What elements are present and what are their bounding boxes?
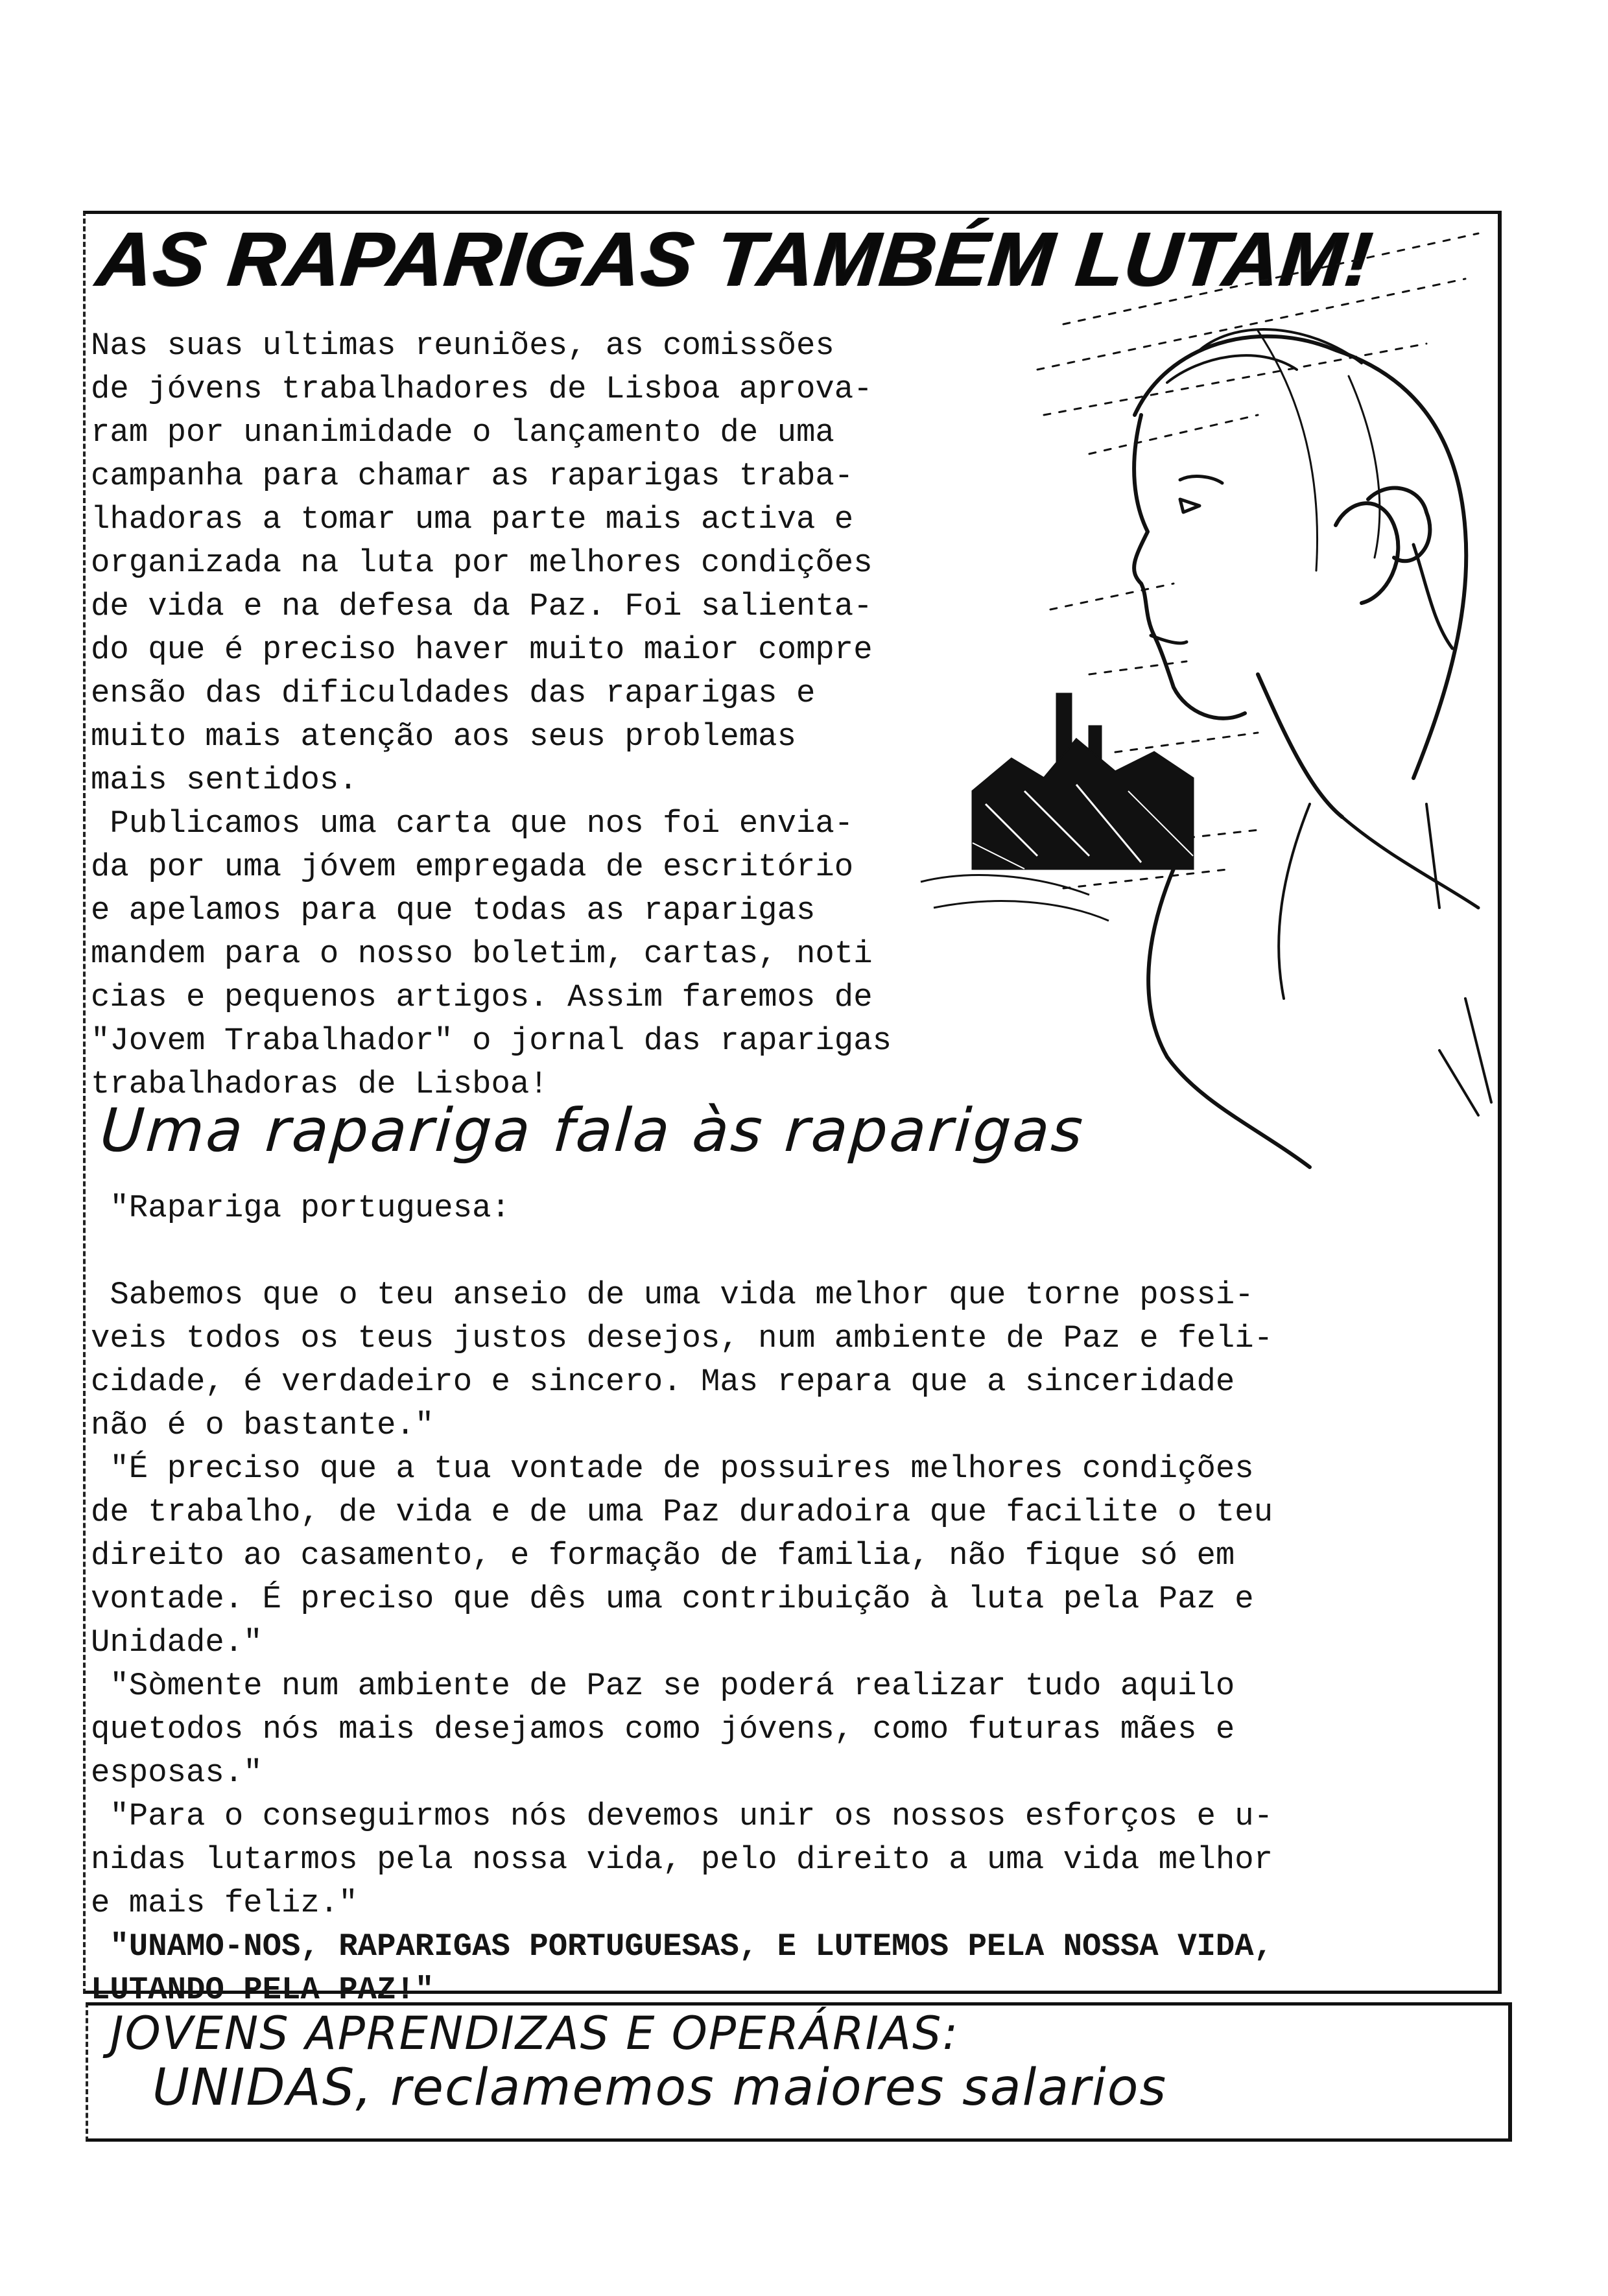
text-line: "UNAMO-NOS, RAPARIGAS PORTUGUESAS, E LUTEMOS PELA NOSSA VIDA, <box>91 1928 1273 1965</box>
text-line: organizada na luta por melhores condições <box>91 545 873 581</box>
text-line: ensão das dificuldades das raparigas e <box>91 675 816 711</box>
text-line: mais sentidos. <box>91 762 358 798</box>
text-line: esposas." <box>91 1755 263 1791</box>
text-line: "Para o conseguirmos nós devemos unir os nossos esforços e u- <box>91 1798 1273 1834</box>
text-line: vontade. É preciso que dês uma contribuição à luta pela Paz e <box>91 1581 1254 1617</box>
text-line: de jóvens trabalhadores de Lisboa aprova- <box>91 371 873 407</box>
text-line: veis todos os teus justos desejos, num ambiente de Paz e feli- <box>91 1320 1273 1356</box>
text-line: "Jovem Trabalhador" o jornal das raparigas <box>91 1023 892 1059</box>
text-line <box>91 1230 1273 1273</box>
text-line: direito ao casamento, e formação de familia, não fique só em <box>91 1537 1235 1574</box>
text-line: cias e pequenos artigos. Assim faremos de <box>91 979 873 1015</box>
headline: AS RAPARIGAS TAMBÉM LUTAM! <box>93 217 1377 302</box>
subheadline: Uma rapariga fala às raparigas <box>98 1096 1087 1165</box>
slogan-line-1: JOVENS APRENDIZAS E OPERÁRIAS: <box>110 2007 960 2060</box>
text-line: "É preciso que a tua vontade de possuires melhores condições <box>91 1450 1254 1487</box>
text-line: do que é preciso haver muito maior compre <box>91 632 873 668</box>
text-line: e apelamos para que todas as raparigas <box>91 892 816 929</box>
text-line: campanha para chamar as raparigas traba- <box>91 458 854 494</box>
text-line: nidas lutarmos pela nossa vida, pelo direito a uma vida melhor <box>91 1841 1273 1878</box>
text-line: não é o bastante." <box>91 1407 434 1443</box>
text-line: "Rapariga portuguesa: <box>91 1190 510 1226</box>
girl-profile-illustration <box>895 220 1498 1206</box>
factory-silhouette <box>973 694 1193 869</box>
text-line: de trabalho, de vida e de uma Paz duradoira que facilite o teu <box>91 1494 1273 1530</box>
slogan-line-2: UNIDAS, reclamemos maiores salarios <box>152 2059 1168 2117</box>
text-line: lhadoras a tomar uma parte mais activa e <box>91 501 854 538</box>
text-line: Publicamos uma carta que nos foi envia- <box>91 805 854 842</box>
text-line: Unidade." <box>91 1624 263 1661</box>
text-line: Sabemos que o teu anseio de uma vida melhor que torne possi- <box>91 1277 1254 1313</box>
text-line: ram por unanimidade o lançamento de uma <box>91 414 834 451</box>
text-line: mandem para o nosso boletim, cartas, noti <box>91 936 873 972</box>
text-line: LUTANDO PELA PAZ!" <box>91 1972 434 2008</box>
text-line: muito mais atenção aos seus problemas <box>91 718 796 755</box>
text-line: quetodos nós mais desejamos como jóvens, como futuras mães e <box>91 1711 1235 1747</box>
text-line: Nas suas ultimas reuniões, as comissões <box>91 327 834 364</box>
letter-paragraph <box>91 1187 1273 2012</box>
text-line: cidade, é verdadeiro e sincero. Mas repara que a sinceridade <box>91 1364 1235 1400</box>
text-line: e mais feliz." <box>91 1885 358 1921</box>
text-line: da por uma jóvem empregada de escritório <box>91 849 854 885</box>
text-line: de vida e na defesa da Paz. Foi salienta- <box>91 588 873 624</box>
text-line: "Sòmente num ambiente de Paz se poderá realizar tudo aquilo <box>91 1668 1235 1704</box>
intro-paragraph <box>91 324 892 1106</box>
text-line: trabalhadoras de Lisboa! <box>91 1066 549 1102</box>
